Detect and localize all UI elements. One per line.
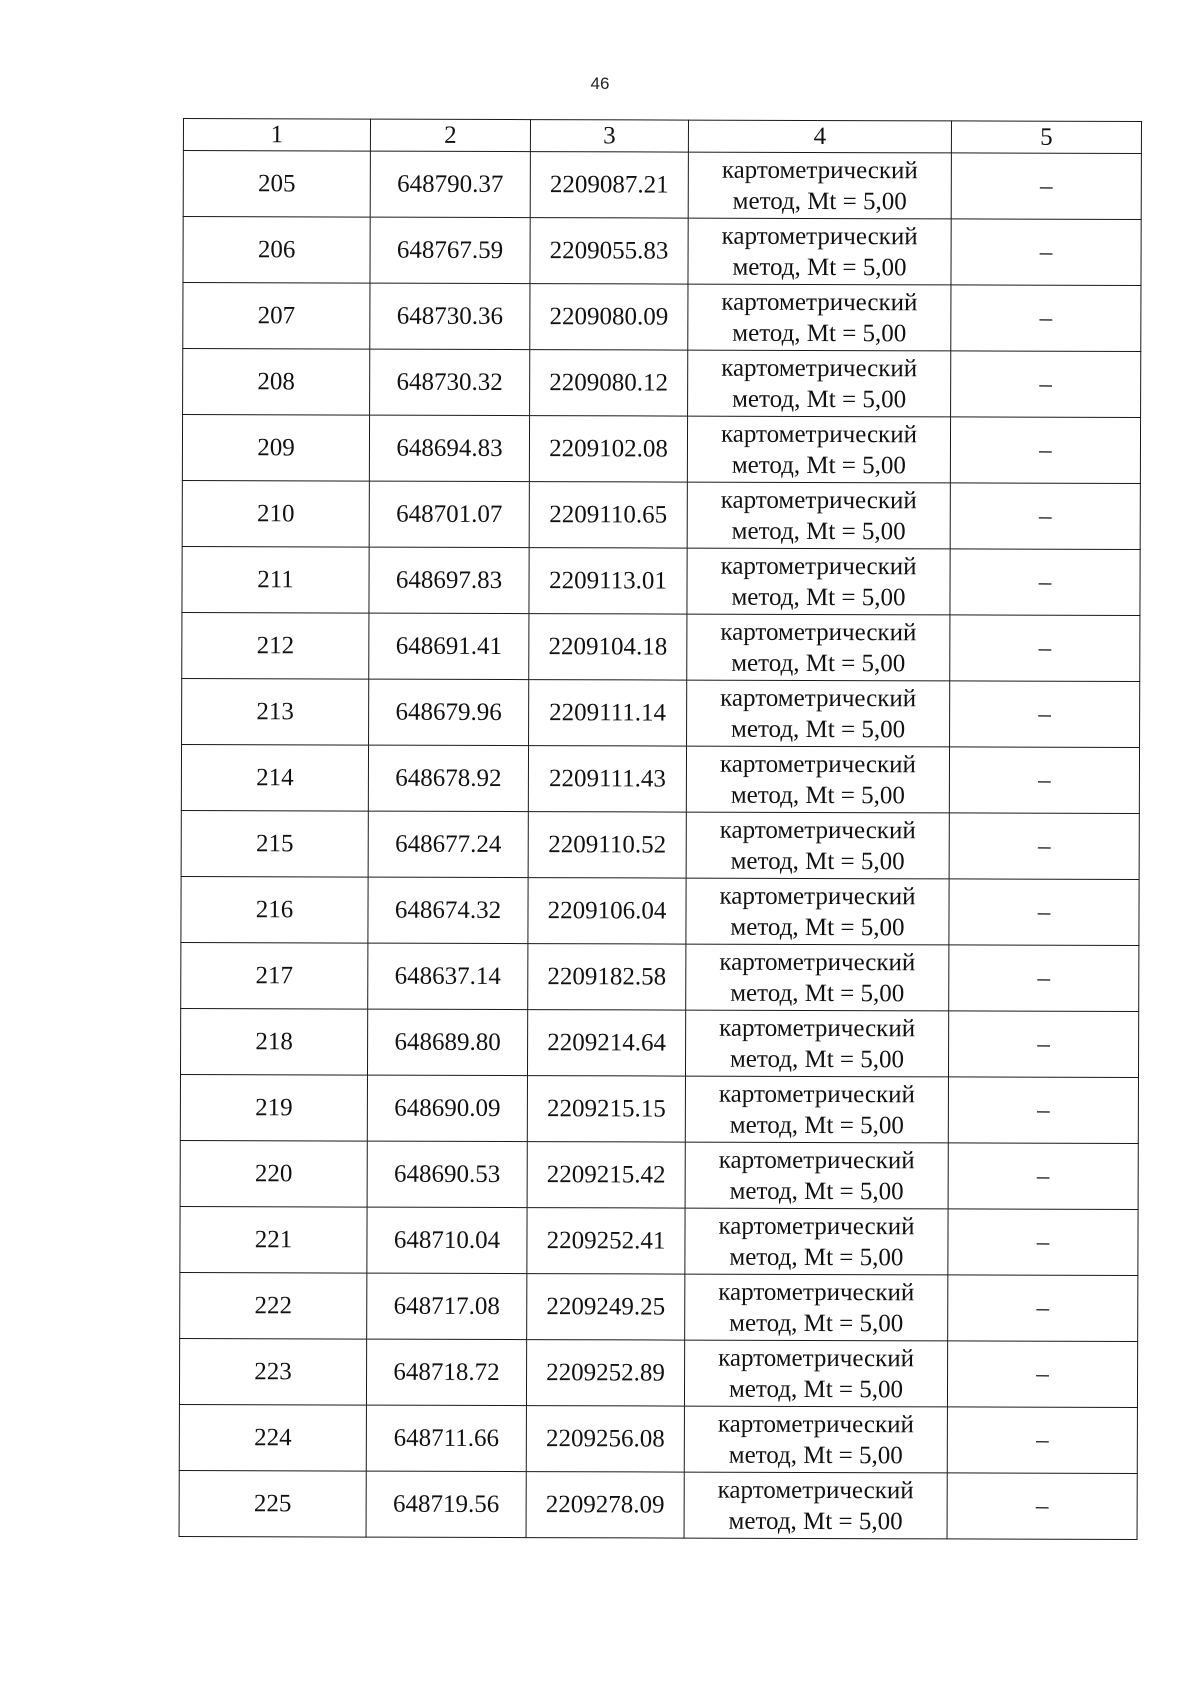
- method-cell-text: картометрический метод, Mt = 5,00: [719, 816, 916, 875]
- x-coordinate-cell-text: 648689.80: [394, 1028, 501, 1056]
- note-cell-text: –: [1039, 370, 1052, 398]
- method-cell: [685, 1274, 948, 1341]
- note-cell-text: –: [1035, 1492, 1049, 1520]
- point-number-cell-text: 213: [256, 697, 294, 725]
- method-cell-text: картометрический метод, Mt = 5,00: [720, 420, 918, 479]
- y-coordinate-cell-text: 2209111.43: [548, 764, 666, 793]
- y-coordinate-cell: [528, 878, 686, 944]
- x-coordinate-cell-text: 648694.83: [396, 434, 503, 462]
- table-row: [181, 744, 1139, 813]
- x-coordinate-cell-text: 648730.36: [396, 302, 504, 330]
- y-coordinate-cell: [530, 350, 688, 416]
- method-cell: [686, 944, 949, 1011]
- x-coordinate-cell-text: 648717.08: [393, 1292, 500, 1320]
- table-header: [183, 119, 1141, 154]
- x-coordinate-cell: [367, 1273, 527, 1340]
- method-cell: [684, 1472, 947, 1539]
- point-number-cell: [180, 1008, 367, 1075]
- table-row: [183, 151, 1141, 220]
- point-number-cell-text: 218: [255, 1027, 293, 1055]
- y-coordinate-cell-text: 2209080.09: [549, 302, 669, 331]
- y-coordinate-cell-text: 2209252.41: [546, 1226, 666, 1255]
- point-number-cell: [181, 744, 368, 811]
- point-number-cell-text: 224: [254, 1423, 292, 1451]
- y-coordinate-cell: [527, 1010, 685, 1076]
- note-cell: [948, 1011, 1138, 1078]
- method-cell-text: картометрический метод, Mt = 5,00: [719, 882, 916, 941]
- note-cell: [947, 1473, 1137, 1540]
- table-row: [182, 415, 1140, 484]
- y-coordinate-cell: [527, 1076, 685, 1142]
- method-cell: [687, 416, 950, 483]
- table-row: [183, 283, 1141, 352]
- y-coordinate-cell-text: 2209256.08: [545, 1424, 665, 1453]
- method-cell: [688, 152, 951, 219]
- point-number-cell-text: 207: [257, 301, 296, 329]
- x-coordinate-cell-text: 648719.56: [392, 1490, 500, 1518]
- method-cell-text: картометрический метод, Mt = 5,00: [719, 948, 916, 1007]
- y-coordinate-cell: [529, 482, 687, 548]
- x-coordinate-cell-text: 648679.96: [395, 698, 502, 726]
- y-coordinate-cell-text: 2209182.58: [547, 962, 667, 991]
- table-row: [179, 1404, 1137, 1473]
- x-coordinate-cell: [369, 415, 529, 482]
- x-coordinate-cell-text: 648701.07: [396, 500, 503, 528]
- point-number-cell-text: 205: [258, 169, 296, 197]
- method-cell-text: картометрический метод, Mt = 5,00: [718, 1080, 915, 1139]
- x-coordinate-cell: [370, 151, 530, 218]
- point-number-cell: [182, 678, 369, 745]
- x-coordinate-cell-text: 648711.66: [393, 1424, 500, 1452]
- point-number-cell: [180, 1074, 367, 1141]
- x-coordinate-cell: [369, 481, 529, 548]
- table-row: [181, 876, 1139, 945]
- note-cell-text: –: [1039, 304, 1053, 332]
- y-coordinate-cell: [528, 746, 686, 812]
- x-coordinate-cell-text: 648718.72: [393, 1358, 500, 1386]
- method-cell-text: картометрический метод, Mt = 5,00: [720, 618, 917, 677]
- point-number-cell-text: 214: [256, 763, 294, 791]
- method-cell-text: картометрический метод, Mt = 5,00: [719, 750, 916, 809]
- y-coordinate-cell-text: 2209113.01: [549, 566, 667, 595]
- method-cell-text: картометрический метод, Mt = 5,00: [721, 222, 918, 281]
- table-row: [180, 1074, 1138, 1143]
- y-coordinate-cell: [528, 944, 686, 1010]
- y-coordinate-cell: [527, 1274, 685, 1340]
- method-cell: [687, 548, 950, 615]
- note-cell-text: –: [1039, 172, 1053, 200]
- note-cell-text: –: [1039, 238, 1053, 266]
- note-cell-text: –: [1037, 1030, 1050, 1058]
- coordinates-table: [179, 118, 1142, 1540]
- table-row: [180, 1008, 1138, 1077]
- method-cell-text: картометрический метод, Mt = 5,00: [719, 1014, 916, 1073]
- note-cell: [950, 549, 1140, 616]
- note-cell: [948, 1209, 1138, 1276]
- note-cell: [950, 483, 1140, 550]
- table-row: [179, 1470, 1137, 1539]
- method-cell-text: картометрический метод, Mt = 5,00: [721, 288, 918, 347]
- note-cell-text: –: [1037, 964, 1051, 992]
- table-row: [183, 217, 1141, 286]
- x-coordinate-cell-text: 648697.83: [395, 566, 503, 594]
- method-cell: [688, 218, 951, 285]
- x-coordinate-cell: [368, 811, 528, 878]
- x-coordinate-cell: [367, 1075, 527, 1142]
- method-cell-text: картометрический метод, Mt = 5,00: [721, 354, 918, 413]
- method-cell: [685, 1010, 948, 1077]
- header-cell-1: 1: [183, 119, 370, 152]
- y-coordinate-cell: [528, 812, 686, 878]
- x-coordinate-cell-text: 648710.04: [393, 1226, 501, 1254]
- table-row: [182, 546, 1140, 615]
- point-number-cell: [181, 942, 368, 1009]
- table-row: [181, 810, 1139, 879]
- note-cell: [951, 153, 1141, 220]
- x-coordinate-cell: [367, 1207, 527, 1274]
- table-row: [182, 678, 1140, 747]
- table-body: [179, 151, 1141, 1540]
- note-cell-text: –: [1036, 1426, 1049, 1454]
- method-cell: [684, 1340, 947, 1407]
- note-cell: [947, 1407, 1137, 1474]
- note-cell: [948, 1077, 1138, 1144]
- note-cell: [949, 747, 1139, 814]
- note-cell-text: –: [1036, 1162, 1050, 1190]
- note-cell-text: –: [1037, 898, 1051, 926]
- x-coordinate-cell: [366, 1339, 526, 1406]
- x-coordinate-cell: [370, 283, 530, 350]
- y-coordinate-cell-text: 2209111.14: [549, 698, 667, 727]
- method-cell: [688, 284, 951, 351]
- x-coordinate-cell-text: 648730.32: [396, 368, 503, 396]
- point-number-cell-text: 219: [255, 1093, 293, 1121]
- x-coordinate-cell-text: 648767.59: [396, 236, 504, 264]
- header-cell-5: 5: [951, 121, 1141, 154]
- y-coordinate-cell: [529, 680, 687, 746]
- x-coordinate-cell: [367, 1009, 527, 1076]
- point-number-cell-text: 211: [257, 565, 294, 593]
- point-number-cell: [183, 217, 370, 284]
- point-number-cell: [183, 349, 370, 416]
- note-cell: [950, 681, 1140, 748]
- note-cell: [950, 615, 1140, 682]
- y-coordinate-cell-text: 2209104.18: [548, 632, 668, 661]
- method-cell: [686, 746, 949, 813]
- table-row: [182, 612, 1140, 681]
- y-coordinate-cell: [526, 1472, 684, 1538]
- y-coordinate-cell-text: 2209055.83: [549, 236, 669, 265]
- point-number-cell: [182, 546, 369, 613]
- point-number-cell-text: 209: [257, 433, 295, 461]
- point-number-cell-text: 210: [256, 499, 295, 527]
- note-cell-text: –: [1037, 1096, 1050, 1124]
- note-cell-text: –: [1038, 634, 1052, 662]
- point-number-cell: [181, 810, 368, 877]
- note-cell: [947, 1341, 1137, 1408]
- point-number-cell: [183, 151, 370, 218]
- y-coordinate-cell-text: 2209278.09: [545, 1490, 665, 1519]
- y-coordinate-cell-text: 2209252.89: [546, 1358, 665, 1387]
- note-cell: [950, 417, 1140, 484]
- point-number-cell: [182, 480, 369, 547]
- y-coordinate-cell-text: 2209249.25: [546, 1292, 666, 1321]
- x-coordinate-cell: [370, 349, 530, 416]
- x-coordinate-cell-text: 648691.41: [395, 632, 503, 660]
- point-number-cell: [180, 1140, 367, 1207]
- note-cell: [951, 219, 1141, 286]
- method-cell-text: картометрический метод, Mt = 5,00: [718, 1146, 915, 1205]
- y-coordinate-cell: [526, 1406, 684, 1472]
- header-row: [183, 119, 1141, 154]
- point-number-cell: [180, 1206, 367, 1273]
- note-cell: [949, 945, 1139, 1012]
- method-cell-text: картометрический метод, Mt = 5,00: [721, 156, 918, 215]
- y-coordinate-cell-text: 2209215.15: [546, 1094, 666, 1123]
- y-coordinate-cell-text: 2209110.52: [548, 830, 667, 859]
- note-cell: [951, 351, 1141, 418]
- y-coordinate-cell-text: 2209214.64: [547, 1028, 667, 1057]
- y-coordinate-cell-text: 2209110.65: [549, 500, 668, 529]
- page-number: 46: [590, 74, 610, 93]
- note-cell-text: –: [1036, 1360, 1049, 1388]
- y-coordinate-cell: [529, 416, 687, 482]
- x-coordinate-cell: [369, 613, 529, 680]
- point-number-cell-text: 206: [257, 235, 296, 263]
- x-coordinate-cell-text: 648690.53: [394, 1160, 501, 1188]
- x-coordinate-cell-text: 648674.32: [394, 896, 502, 924]
- y-coordinate-cell: [529, 614, 687, 680]
- note-cell-text: –: [1036, 1228, 1050, 1256]
- point-number-cell: [181, 876, 368, 943]
- point-number-cell-text: 225: [253, 1489, 292, 1517]
- note-cell-text: –: [1037, 832, 1051, 860]
- note-cell-text: –: [1038, 568, 1052, 596]
- method-cell: [685, 1208, 948, 1275]
- method-cell: [684, 1406, 947, 1473]
- point-number-cell-text: 222: [254, 1291, 293, 1319]
- method-cell-text: картометрический метод, Mt = 5,00: [717, 1476, 914, 1535]
- method-cell-text: картометрический метод, Mt = 5,00: [718, 1278, 915, 1337]
- table-row: [182, 480, 1140, 549]
- method-cell-text: картометрический метод, Mt = 5,00: [720, 684, 917, 743]
- method-cell: [686, 812, 949, 879]
- header-cell-2: 2: [370, 119, 530, 152]
- method-cell: [687, 482, 950, 549]
- y-coordinate-cell: [529, 548, 687, 614]
- note-cell-text: –: [1038, 766, 1051, 794]
- note-cell: [949, 879, 1139, 946]
- method-cell: [685, 1142, 948, 1209]
- table-row: [180, 1272, 1138, 1341]
- method-cell-text: картометрический метод, Mt = 5,00: [720, 552, 917, 611]
- point-number-cell-text: 221: [254, 1225, 293, 1253]
- x-coordinate-cell: [368, 943, 528, 1010]
- note-cell-text: –: [1038, 502, 1052, 530]
- x-coordinate-cell-text: 648678.92: [395, 764, 502, 792]
- x-coordinate-cell-text: 648790.37: [397, 170, 504, 198]
- point-number-cell-text: 220: [254, 1159, 293, 1187]
- point-number-cell: [179, 1470, 366, 1537]
- x-coordinate-cell-text: 648690.09: [394, 1094, 501, 1122]
- method-cell-text: картометрический метод, Mt = 5,00: [718, 1344, 915, 1403]
- method-cell-text: картометрический метод, Mt = 5,00: [720, 486, 917, 545]
- table-row: [180, 1140, 1138, 1209]
- table-row: [183, 349, 1141, 418]
- point-number-cell: [179, 1404, 366, 1471]
- point-number-cell-text: 217: [255, 961, 294, 989]
- method-cell: [688, 350, 951, 417]
- x-coordinate-cell: [369, 547, 529, 614]
- table-row: [179, 1338, 1137, 1407]
- x-coordinate-cell: [369, 679, 529, 746]
- note-cell: [949, 813, 1139, 880]
- header-cell-3: 3: [530, 120, 688, 152]
- y-coordinate-cell: [526, 1340, 684, 1406]
- x-coordinate-cell: [368, 745, 528, 812]
- method-cell: [685, 1076, 948, 1143]
- method-cell: [686, 878, 949, 945]
- x-coordinate-cell-text: 648677.24: [395, 830, 502, 858]
- point-number-cell-text: 223: [254, 1357, 292, 1385]
- note-cell: [948, 1143, 1138, 1210]
- x-coordinate-cell: [368, 877, 528, 944]
- y-coordinate-cell-text: 2209080.12: [549, 368, 669, 397]
- table-row: [181, 942, 1139, 1011]
- y-coordinate-cell-text: 2209087.21: [549, 170, 669, 199]
- y-coordinate-cell-text: 2209106.04: [547, 896, 667, 925]
- point-number-cell: [182, 612, 369, 679]
- x-coordinate-cell: [366, 1471, 526, 1538]
- y-coordinate-cell: [527, 1142, 685, 1208]
- point-number-cell: [183, 283, 370, 350]
- x-coordinate-cell: [366, 1405, 526, 1472]
- header-cell-4: 4: [688, 120, 951, 153]
- point-number-cell: [182, 415, 369, 482]
- y-coordinate-cell: [530, 152, 688, 218]
- y-coordinate-cell-text: 2209102.08: [549, 434, 668, 463]
- table-row: [180, 1206, 1138, 1275]
- method-cell-text: картометрический метод, Mt = 5,00: [718, 1212, 915, 1271]
- point-number-cell: [180, 1272, 367, 1339]
- x-coordinate-cell-text: 648637.14: [394, 962, 501, 990]
- point-number-cell-text: 216: [255, 895, 294, 923]
- method-cell-text: картометрический метод, Mt = 5,00: [717, 1410, 914, 1469]
- point-number-cell-text: 208: [257, 367, 295, 395]
- x-coordinate-cell: [367, 1141, 527, 1208]
- y-coordinate-cell: [527, 1208, 685, 1274]
- point-number-cell: [179, 1338, 366, 1405]
- method-cell: [687, 614, 950, 681]
- point-number-cell-text: 215: [255, 829, 294, 857]
- note-cell-text: –: [1036, 1294, 1050, 1322]
- y-coordinate-cell-text: 2209215.42: [546, 1160, 666, 1189]
- y-coordinate-cell: [530, 218, 688, 284]
- y-coordinate-cell: [530, 284, 688, 350]
- note-cell-text: –: [1038, 700, 1051, 728]
- method-cell: [687, 680, 950, 747]
- note-cell: [951, 285, 1141, 352]
- note-cell-text: –: [1039, 436, 1052, 464]
- note-cell: [948, 1275, 1138, 1342]
- x-coordinate-cell: [370, 217, 530, 284]
- point-number-cell-text: 212: [256, 631, 295, 659]
